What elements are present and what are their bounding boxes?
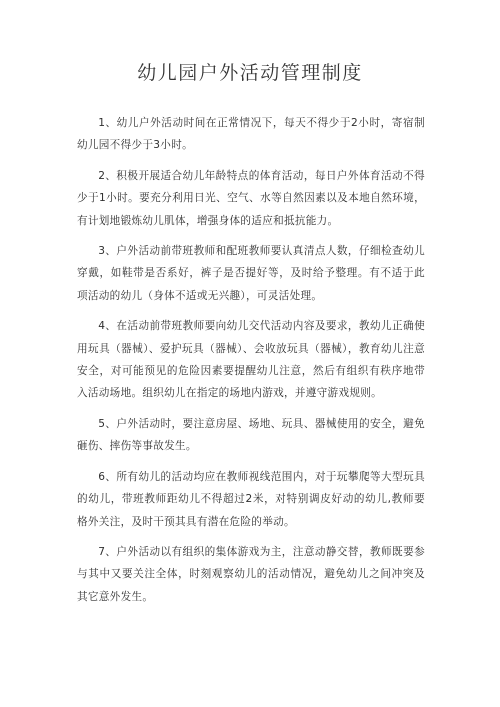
paragraph-6: 6、所有幼儿的活动均应在教师视线范围内，对于玩攀爬等大型玩具的幼儿，带班教师距幼儿不得超过2米，对特别调皮好动的幼儿,教师要格外关注，及时干预其具有潜在危险的举动。 <box>77 470 425 528</box>
paragraph-7: 7、户外活动以有组织的集体游戏为主，注意动静交替，教师既要参与其中又要关注全体，时刻观察幼儿的活动情况，避免幼儿之间冲突及其它意外发生。 <box>77 545 425 603</box>
document-title: 幼儿园户外活动管理制度 <box>137 62 363 84</box>
document-body <box>77 112 425 616</box>
paragraph-2: 2、积极开展适合幼儿年龄特点的体育活动，每日户外体育活动不得少于1小时。要充分利用日光、空气、水等自然因素以及本地自然环境，有计划地锻炼幼儿肌体，增强身体的适应和抵抗能力。 <box>77 169 425 227</box>
paragraph-5: 5、户外活动时，要注意房屋、场地、玩具、器械使用的安全，避免砸伤、摔伤等事故发生。 <box>77 417 425 453</box>
paragraph-1: 1、幼儿户外活动时间在正常情况下，每天不得少于2小时，寄宿制幼儿园不得少于3小时。 <box>77 117 425 152</box>
paragraph-3: 3、户外活动前带班教师和配班教师要认真清点人数，仔细检查幼儿穿戴，如鞋带是否系好，裤子是否提好等，及时给予整理。有不适于此项活动的幼儿（身体不适或无兴趣），可灵活处理。 <box>77 245 425 302</box>
paragraph-4: 4、在活动前带班教师要向幼儿交代活动内容及要求，教幼儿正确使用玩具（器械）、爱护玩具（器械）、会收放玩具（器械），教育幼儿注意安全，对可能预见的危险因素要提醒幼儿注意，然后有组织有秩序地带入活动场地。组织幼儿在指定的场地内游戏，并遵守游戏规则。 <box>77 320 425 400</box>
